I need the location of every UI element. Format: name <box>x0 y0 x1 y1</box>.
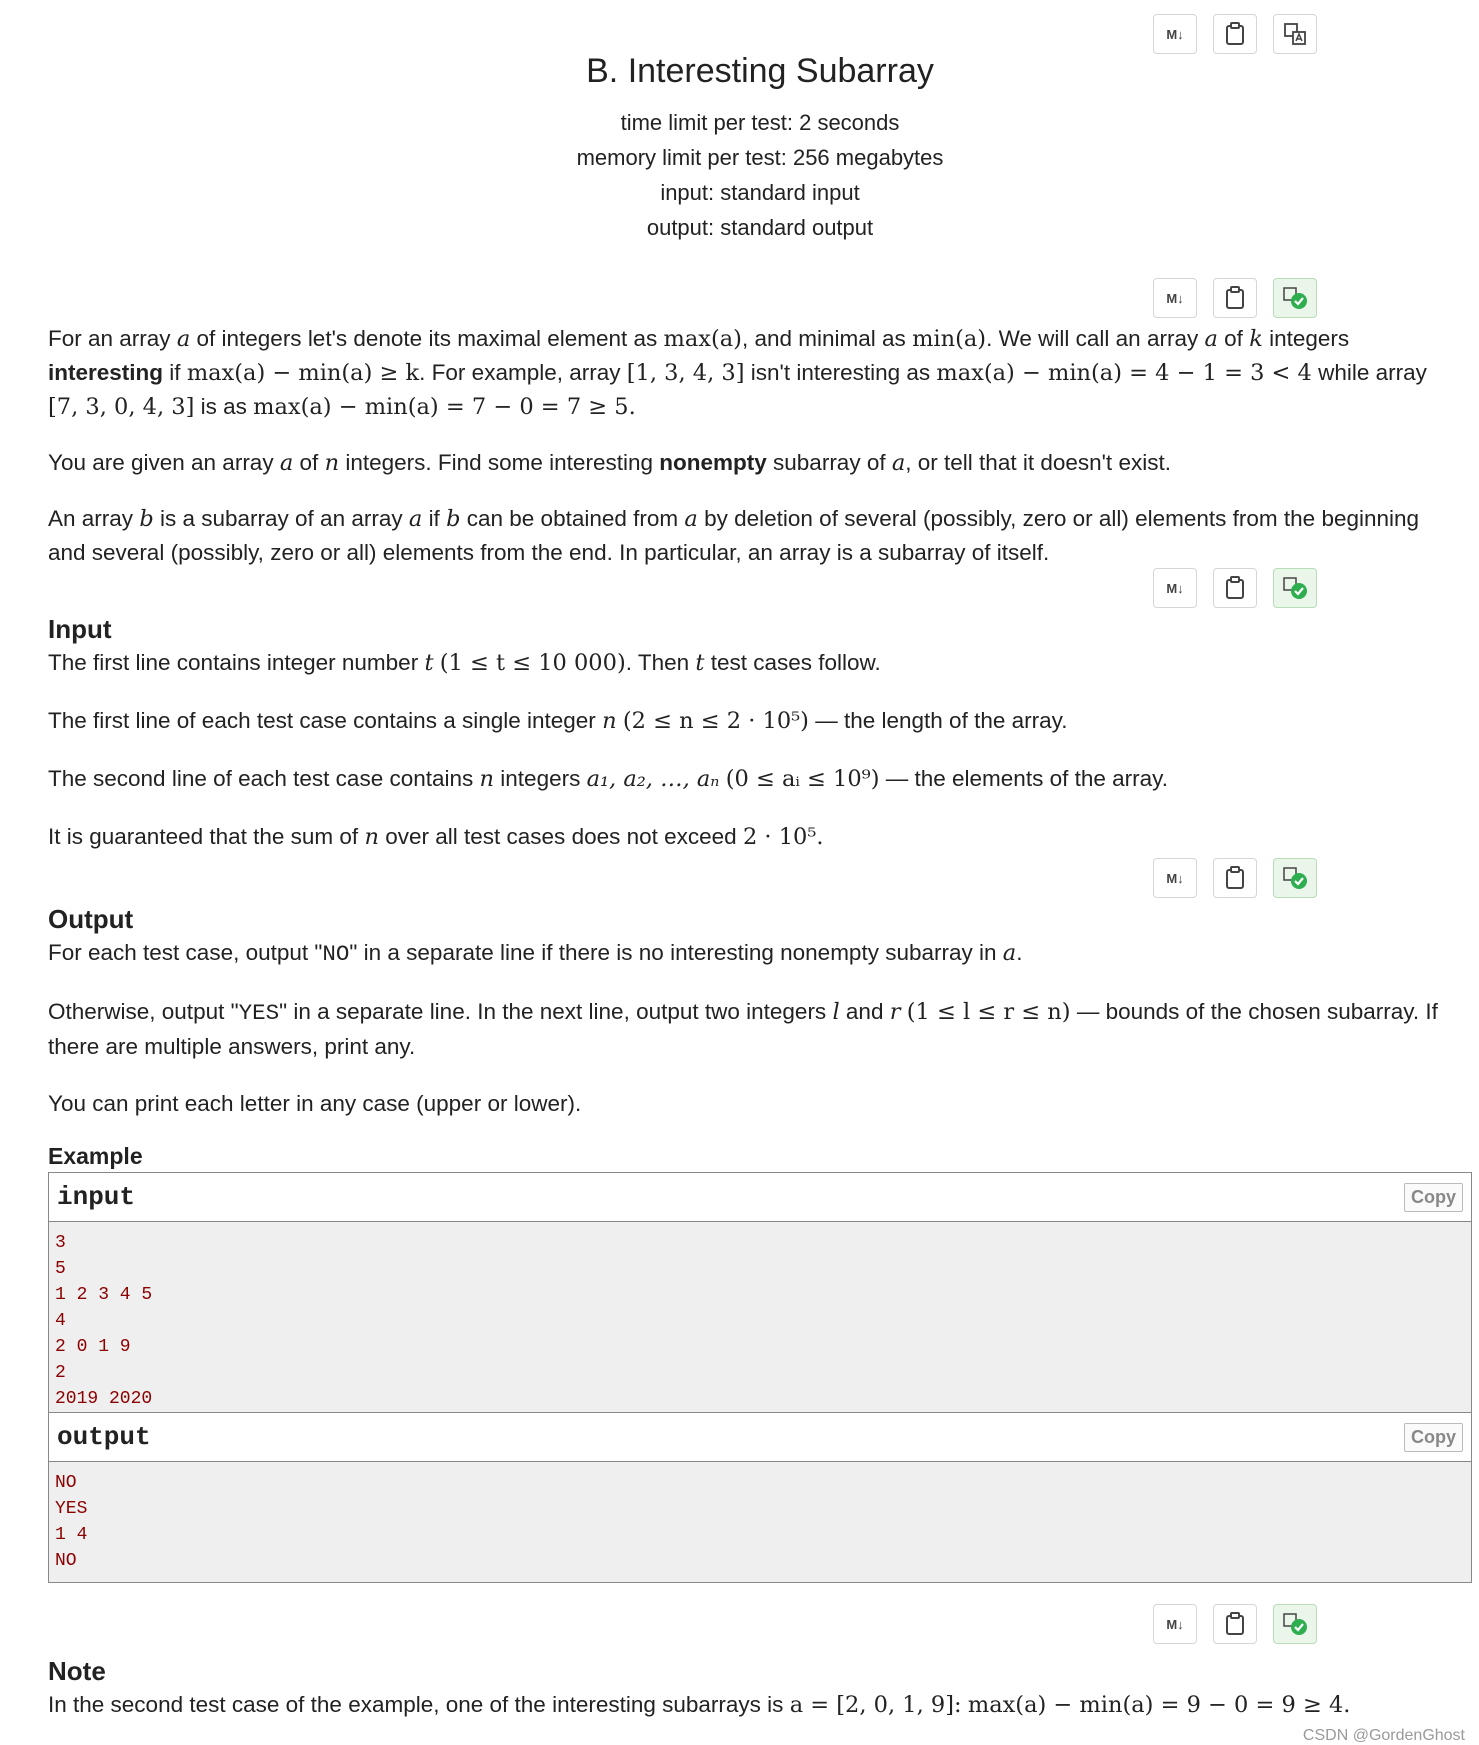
legend-paragraph-1: For an array a of integers let's denote its maximal element as max(a), and minimal as min(a). We will call an array a of k integers interesting if max(a) − min(a) ≥ k. For example, array [1, 3, 4, 3] isn't interesting as max(a) − min(a) = 4 − 1 = 3 < 4 while array [7, 3, 0, 4, 3] is as max(a) − min(a) = 7 − 0 = 7 ≥ 5. <box>48 326 1427 420</box>
problem-title: B. Interesting Subarray <box>586 52 934 90</box>
input-line: 2019 2020 <box>55 1389 153 1409</box>
input-line-3: The second line of each test case contains n integers a₁, a₂, …, aₙ (0 ≤ aᵢ ≤ 10⁹) — the elements of the array. <box>48 766 1168 792</box>
watermark: CSDN @GordenGhost <box>1302 1727 1465 1744</box>
input-line: 2 <box>55 1363 66 1383</box>
clipboard-icon <box>1224 866 1246 890</box>
checked-button[interactable] <box>1273 278 1317 318</box>
input-line-4: It is guaranteed that the sum of n over all test cases does not exceed 2 · 10⁵. <box>48 824 824 850</box>
memory-limit: memory limit per test: 256 megabytes <box>576 145 944 170</box>
output-line: 1 4 <box>55 1525 88 1545</box>
input-toolbar <box>1153 568 1317 608</box>
input-line: 1 2 3 4 5 <box>55 1285 153 1305</box>
copy-clipboard-button[interactable] <box>1213 568 1257 608</box>
problem-limits <box>0 105 1479 245</box>
output-line: NO <box>55 1473 77 1493</box>
checked-button[interactable] <box>1273 858 1317 898</box>
header-toolbar <box>1153 14 1317 54</box>
note-text: In the second test case of the example, one of the interesting subarrays is a = [2, 0, 1, 9]: max(a) − min(a) = 9 − 0 = 9 ≥ 4. <box>48 1692 1351 1718</box>
note-title: Note <box>48 1656 106 1686</box>
input-line: 3 <box>55 1233 66 1253</box>
checked-button[interactable] <box>1273 568 1317 608</box>
clipboard-icon <box>1224 576 1246 600</box>
markdown-button[interactable]: M↓ <box>1153 858 1197 898</box>
note-toolbar <box>1153 1604 1317 1644</box>
markdown-button[interactable]: M↓ <box>1153 1604 1197 1644</box>
copy-output-button[interactable]: Copy <box>1404 1423 1463 1452</box>
example-input-body <box>49 1222 1471 1420</box>
example-input-box <box>48 1172 1472 1421</box>
example-output-box <box>48 1412 1472 1583</box>
legend-paragraph-3: An array b is a subarray of an array a if b can be obtained from a by deletion of several (possibly, zero or all) elements from the beginning and several (possibly, zero or all) elements from the end. In particular, an array is a subarray of itself. <box>48 506 1420 565</box>
example-output-label: output <box>57 1422 151 1452</box>
translate-button[interactable] <box>1273 14 1317 54</box>
note-section <box>48 1654 1458 1722</box>
copy-input-button[interactable]: Copy <box>1404 1183 1463 1212</box>
clipboard-icon <box>1224 22 1246 46</box>
copy-clipboard-button[interactable] <box>1213 1604 1257 1644</box>
check-icon <box>1282 576 1308 600</box>
output-file: output: standard output <box>646 215 874 240</box>
example-input-header <box>49 1173 1471 1222</box>
output-line: YES <box>55 1499 88 1519</box>
legend-toolbar <box>1153 278 1317 318</box>
input-line: 2 0 1 9 <box>55 1337 131 1357</box>
example-input-label: input <box>57 1182 136 1212</box>
problem-header <box>0 52 1479 245</box>
input-line-1: The first line contains integer number t (1 ≤ t ≤ 10 000). Then t test cases follow. <box>48 650 881 676</box>
translate-icon <box>1283 22 1307 46</box>
output-line-1: For each test case, output "NO" in a separate line if there is no interesting nonempty subarray in a. <box>48 940 1023 967</box>
check-icon <box>1282 866 1308 890</box>
check-icon <box>1282 286 1308 310</box>
copy-clipboard-button[interactable] <box>1213 278 1257 318</box>
checked-button[interactable] <box>1273 1604 1317 1644</box>
example-output-body <box>49 1462 1471 1582</box>
markdown-button[interactable]: M↓ <box>1153 14 1197 54</box>
output-line-2: Otherwise, output "YES" in a separate line. In the next line, output two integers l and r (1 ≤ l ≤ r ≤ n) — bounds of the chosen subarray. If there are multiple answers, print any. <box>48 999 1438 1059</box>
output-line: NO <box>55 1551 77 1571</box>
output-toolbar <box>1153 858 1317 898</box>
input-title: Input <box>48 614 112 644</box>
clipboard-icon <box>1224 286 1246 310</box>
copy-clipboard-button[interactable] <box>1213 14 1257 54</box>
output-line-3: You can print each letter in any case (upper or lower). <box>48 1091 582 1116</box>
time-limit: time limit per test: 2 seconds <box>620 110 900 135</box>
markdown-button[interactable]: M↓ <box>1153 568 1197 608</box>
legend-section <box>48 322 1458 569</box>
check-icon <box>1282 1612 1308 1636</box>
example-title: Example <box>48 1143 143 1169</box>
legend-paragraph-2: You are given an array a of n integers. Find some interesting nonempty subarray of a, or tell that it doesn't exist. <box>48 450 1171 476</box>
input-file: input: standard input <box>660 180 860 205</box>
input-line-2: The first line of each test case contains a single integer n (2 ≤ n ≤ 2 · 10⁵) — the length of the array. <box>48 708 1068 734</box>
output-title: Output <box>48 904 134 934</box>
example-output-header <box>49 1413 1471 1462</box>
copy-clipboard-button[interactable] <box>1213 858 1257 898</box>
output-section <box>48 902 1458 1120</box>
markdown-button[interactable]: M↓ <box>1153 278 1197 318</box>
clipboard-icon <box>1224 1612 1246 1636</box>
input-line: 5 <box>55 1259 66 1279</box>
input-line: 4 <box>55 1311 66 1331</box>
input-section <box>48 612 1458 854</box>
